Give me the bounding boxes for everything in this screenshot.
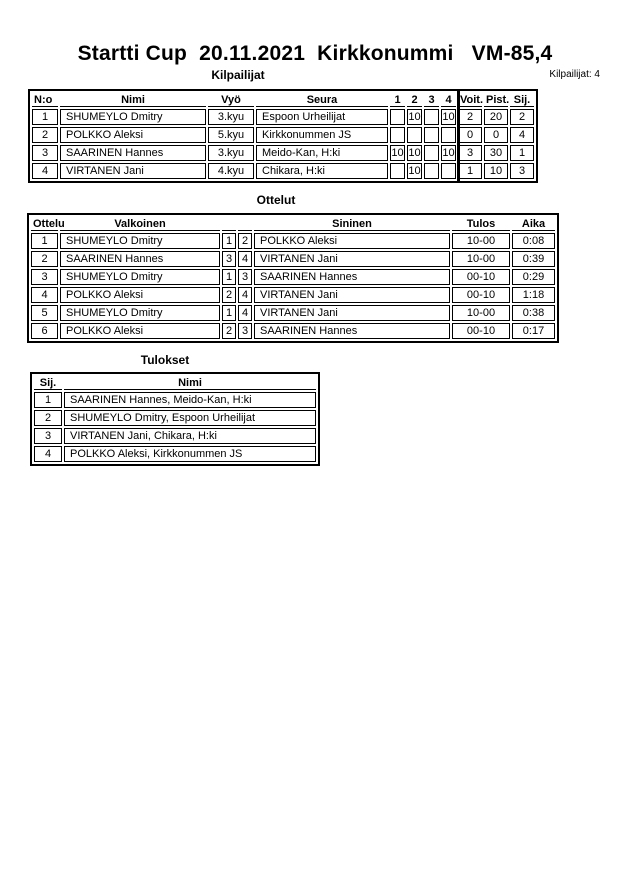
match-no-cell: 3: [31, 269, 58, 285]
time-cell: 0:08: [512, 233, 555, 249]
col-header-belt: Vyö: [208, 93, 254, 107]
matches-section: [27, 213, 559, 343]
col-header-name: Nimi: [64, 376, 316, 390]
belt-cell: 3.kyu: [208, 109, 254, 125]
wins-cell: 0: [458, 127, 482, 143]
name-cell: SHUMEYLO Dmitry, Espoon Urheilijat: [64, 410, 316, 426]
match3-cell: [424, 127, 439, 143]
col-header-m3: 3: [424, 93, 439, 107]
col-header-blue: Sininen: [254, 217, 450, 231]
col-header-result: Tulos: [452, 217, 510, 231]
match-no-cell: 4: [31, 287, 58, 303]
match-no-cell: 1: [31, 233, 58, 249]
points-cell: 30: [484, 145, 508, 161]
col-header-m1: 1: [390, 93, 405, 107]
white-no-cell: 1: [222, 305, 236, 321]
blue-name-cell: VIRTANEN Jani: [254, 251, 450, 267]
match2-cell: 10: [408, 165, 421, 177]
matches-caption: Ottelut: [256, 193, 296, 207]
white-name-cell: SHUMEYLO Dmitry: [60, 233, 220, 249]
name-cell: SAARINEN Hannes: [60, 145, 206, 161]
col-header-place: Sij.: [34, 376, 62, 390]
col-header-points: Pist.: [486, 93, 510, 106]
wins-cell: 2: [458, 109, 482, 125]
col-header-wins: Voit.: [460, 93, 484, 106]
place-cell: 4: [510, 127, 534, 143]
match4-cell: 10: [442, 111, 455, 123]
match3-cell: [424, 145, 439, 161]
place-cell: 3: [34, 428, 62, 444]
col-header-white: Valkoinen: [60, 217, 220, 231]
time-cell: 0:38: [512, 305, 555, 321]
result-cell: 00-10: [452, 323, 510, 339]
blue-no-cell: 4: [238, 305, 252, 321]
match1-cell: [390, 109, 405, 125]
place-cell: 1: [510, 145, 534, 161]
match-row: [31, 287, 555, 303]
results-caption: Tulokset: [140, 353, 190, 367]
blue-name-cell: VIRTANEN Jani: [254, 305, 450, 321]
white-name-cell: SHUMEYLO Dmitry: [60, 305, 220, 321]
matches-table: [27, 213, 559, 343]
place-cell: 4: [34, 446, 62, 462]
place-cell: 1: [34, 392, 62, 408]
match3-cell: [424, 163, 439, 179]
name-cell: POLKKO Aleksi: [60, 127, 206, 143]
matches-header-row: [31, 217, 555, 231]
match1-cell: [390, 163, 405, 179]
blue-no-cell: 4: [238, 287, 252, 303]
match-row: [31, 251, 555, 267]
match4-cell: [441, 163, 456, 179]
name-cell: VIRTANEN Jani, Chikara, H:ki: [64, 428, 316, 444]
time-cell: 0:39: [512, 251, 555, 267]
blue-no-cell: 3: [238, 323, 252, 339]
white-no-cell: 1: [222, 233, 236, 249]
match2-cell: 10: [408, 147, 421, 159]
time-cell: 1:18: [512, 287, 555, 303]
col-header-time: Aika: [512, 217, 555, 231]
match1-cell: 10: [391, 147, 404, 159]
match2-cell: 10: [408, 111, 421, 123]
match-row: [31, 305, 555, 321]
match4-cell: [441, 127, 456, 143]
no-cell: 2: [32, 127, 58, 143]
match-row: [31, 233, 555, 249]
result-cell: 10-00: [452, 305, 510, 321]
white-no-cell: 2: [222, 287, 236, 303]
result-row: [34, 428, 316, 444]
club-cell: Meido-Kan, H:ki: [256, 145, 388, 161]
name-cell: SAARINEN Hannes, Meido-Kan, H:ki: [64, 392, 316, 408]
match4-cell: 10: [442, 147, 455, 159]
white-no-cell: 3: [222, 251, 236, 267]
blue-no-cell: 3: [238, 269, 252, 285]
result-row: [34, 446, 316, 462]
name-cell: SHUMEYLO Dmitry: [60, 109, 206, 125]
blue-name-cell: SAARINEN Hannes: [254, 323, 450, 339]
blue-name-cell: VIRTANEN Jani: [254, 287, 450, 303]
match-row: [31, 269, 555, 285]
place-cell: 2: [34, 410, 62, 426]
col-header-place: Sij.: [510, 93, 534, 107]
result-cell: 10-00: [452, 251, 510, 267]
wins-cell: 3: [458, 145, 482, 161]
wins-cell: 1: [458, 163, 482, 179]
result-cell: 00-10: [452, 269, 510, 285]
white-no-cell: 1: [222, 269, 236, 285]
result-row: [34, 410, 316, 426]
time-cell: 0:29: [512, 269, 555, 285]
points-cell: 0: [484, 127, 508, 143]
place-cell: 3: [510, 163, 534, 179]
belt-cell: 4.kyu: [208, 163, 254, 179]
club-cell: Chikara, H:ki: [256, 163, 388, 179]
result-cell: 10-00: [452, 233, 510, 249]
white-name-cell: POLKKO Aleksi: [60, 287, 220, 303]
results-section: [30, 372, 320, 466]
col-header-no: N:o: [32, 93, 58, 107]
result-row: [34, 392, 316, 408]
club-cell: Kirkkonummen JS: [256, 127, 388, 143]
no-cell: 3: [32, 145, 58, 161]
blue-no-cell: 2: [238, 233, 252, 249]
competitors-caption: Kilpailijat: [211, 68, 265, 82]
match3-cell: [424, 109, 439, 125]
match-no-cell: 5: [31, 305, 58, 321]
match2-cell: [407, 127, 422, 143]
no-cell: 4: [32, 163, 58, 179]
result-cell: 00-10: [452, 287, 510, 303]
competitor-count-label: Kilpailijat: 4: [549, 69, 600, 80]
name-cell: POLKKO Aleksi, Kirkkonummen JS: [64, 446, 316, 462]
white-no-cell: 2: [222, 323, 236, 339]
belt-cell: 3.kyu: [208, 145, 254, 161]
col-header-white-no: [222, 217, 236, 231]
match-no-cell: 6: [31, 323, 58, 339]
blue-no-cell: 4: [238, 251, 252, 267]
page-title: Startti Cup 20.11.2021 Kirkkonummi VM-85,4: [77, 42, 553, 65]
club-cell: Espoon Urheilijat: [256, 109, 388, 125]
time-cell: 0:17: [512, 323, 555, 339]
match-row: [31, 323, 555, 339]
results-table: [30, 372, 320, 466]
no-cell: 1: [32, 109, 58, 125]
col-header-match: Ottelu: [33, 217, 65, 230]
match1-cell: [390, 127, 405, 143]
col-header-m4: 4: [441, 93, 456, 107]
match-no-cell: 2: [31, 251, 58, 267]
competitors-section: [28, 89, 538, 183]
name-cell: VIRTANEN Jani: [60, 163, 206, 179]
competitors-table: [28, 89, 538, 183]
col-header-blue-no: [238, 217, 252, 231]
col-header-name: Nimi: [60, 93, 206, 107]
col-header-m2: 2: [407, 93, 422, 107]
white-name-cell: POLKKO Aleksi: [60, 323, 220, 339]
blue-name-cell: SAARINEN Hannes: [254, 269, 450, 285]
stats-section-divider: [457, 89, 460, 183]
white-name-cell: SHUMEYLO Dmitry: [60, 269, 220, 285]
place-cell: 2: [510, 109, 534, 125]
belt-cell: 5.kyu: [208, 127, 254, 143]
points-cell: 10: [484, 163, 508, 179]
white-name-cell: SAARINEN Hannes: [60, 251, 220, 267]
results-header-row: [34, 376, 316, 390]
col-header-club: Seura: [256, 93, 388, 107]
points-cell: 20: [484, 109, 508, 125]
blue-name-cell: POLKKO Aleksi: [254, 233, 450, 249]
